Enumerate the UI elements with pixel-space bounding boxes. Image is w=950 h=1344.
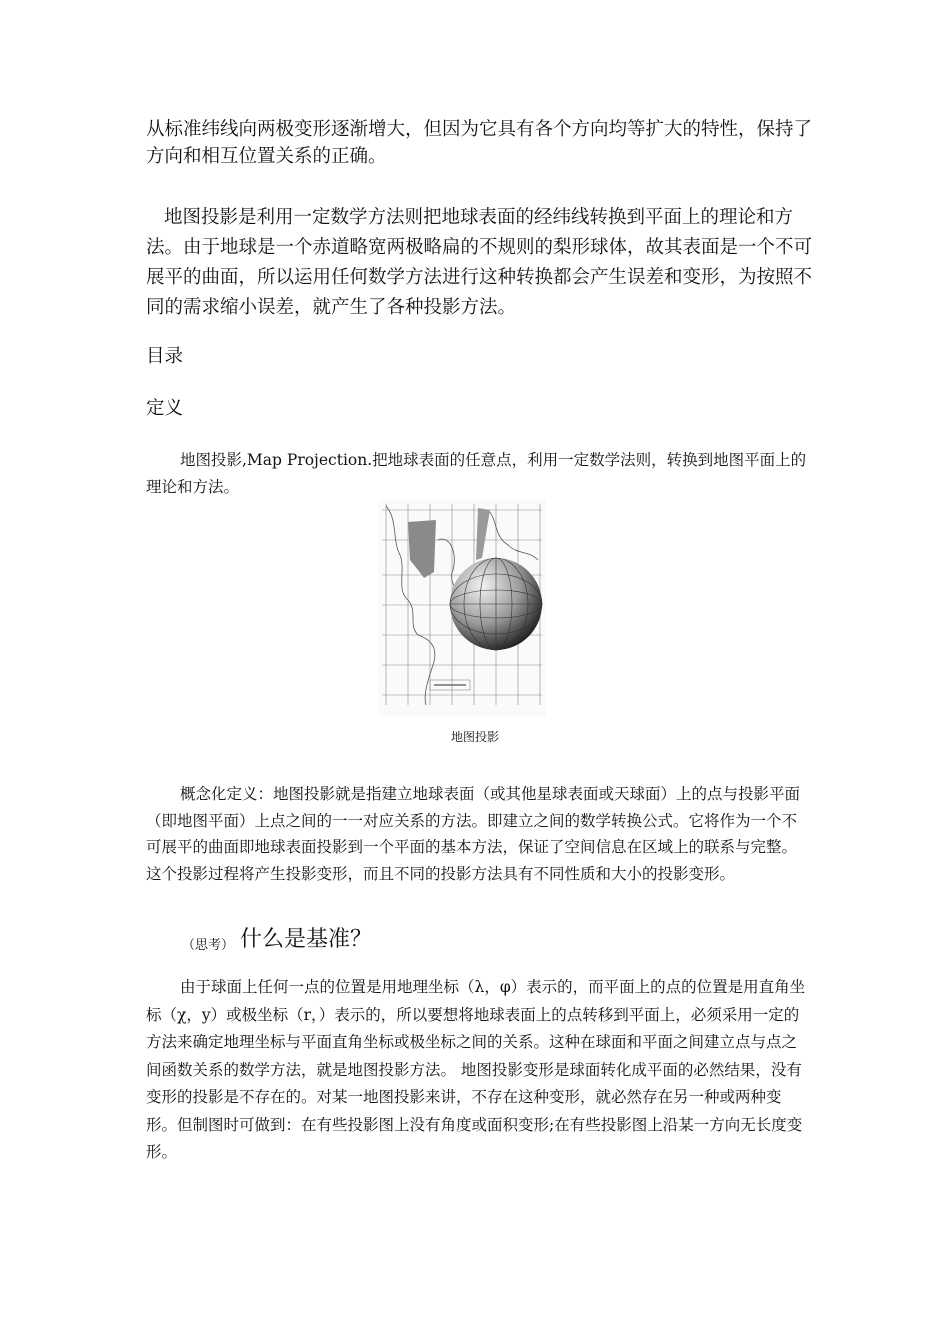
intro-tail-paragraph: 从标准纬线向两极变形逐渐增大，但因为它具有各个方向均等扩大的特性，保持了方向和相互位置关系的正确。 <box>146 119 813 167</box>
map-projection-figure <box>378 500 546 716</box>
overview-paragraph: 地图投影是利用一定数学方法则把地球表面的经纬线转换到平面上的理论和方法。由于地球是一个赤道略宽两极略扁的不规则的梨形球体，故其表面是一个不可展平的曲面，所以运用任何数学方法进行这种转换都会产生误差和变形，为按照不同的需求缩小误差，就产生了各种投影方法。 <box>146 207 813 318</box>
definition-paragraph: 地图投影,Map Projection.把地球表面的任意点，利用一定数学法则，转换到地图平面上的理论和方法。 <box>146 451 807 496</box>
concept-paragraph: 概念化定义：地图投影就是指建立地球表面（或其他星球表面或天球面）上的点与投影平面（即地图平面）上点之间的一一对应关系的方法。即建立之间的数学转换公式。它将作为一个不可展平的曲面即地球表面投影到一个平面的基本方法，保证了空间信息在区域上的联系与完整。这个投影过程将产生投影变形，而且不同的投影方法具有不同性质和大小的投影变形。 <box>146 785 801 883</box>
think-question <box>182 922 372 953</box>
map-projection-image <box>378 500 546 716</box>
explanation-paragraph: 由于球面上任何一点的位置是用地理坐标（λ，φ）表示的，而平面上的点的位置是用直角坐标（χ，y）或极坐标（r，）表示的，所以要想将地球表面上的点转移到平面上，必须采用一定的方法来确定地理坐标与平面直角坐标或极坐标之间的关系。这种在球面和平面之间建立点与点之间函数关系的数学方法，就是地图投影方法。 地图投影变形是球面转化成平面的必然结果，没有变形的投影是不存在的。对某一地图投影来讲，不存在这种变形，就必然存在另一种或两种变形。但制图时可做到：在有些投影图上没有角度或面积变形;在有些投影图上沿某一方向无长度变形。 <box>146 978 806 1161</box>
think-question-text: 什么是基准？ <box>240 927 373 952</box>
definition-heading: 定义 <box>146 398 184 419</box>
figure-caption: 地图投影 <box>450 730 499 744</box>
think-label: （思考） <box>182 938 235 953</box>
toc-heading[interactable]: 目录 <box>146 346 184 367</box>
